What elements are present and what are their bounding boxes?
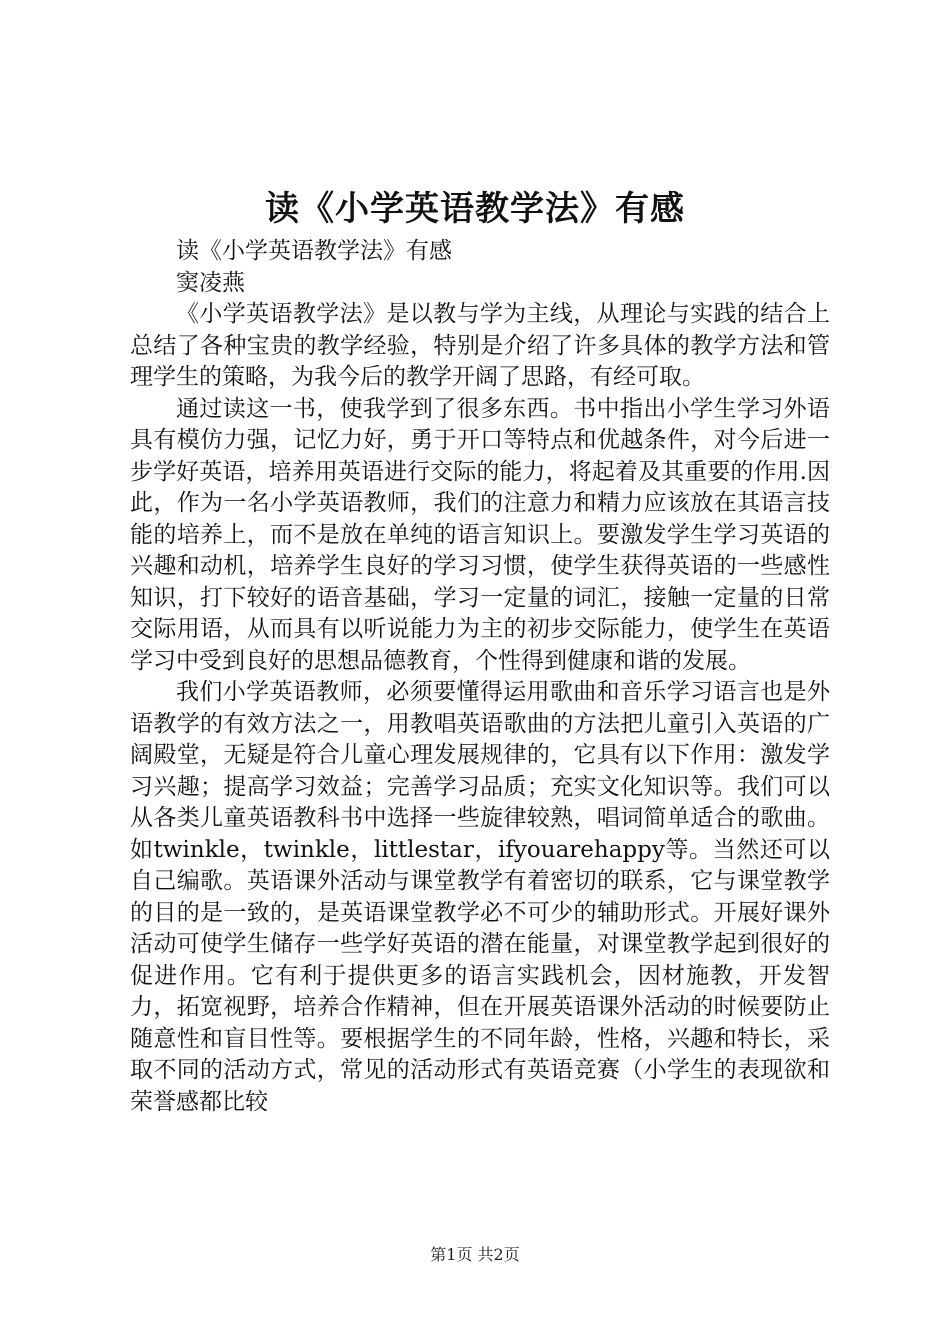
document-title: 读《小学英语教学法》有感	[265, 189, 685, 229]
document-author: 窦凌燕	[176, 269, 245, 296]
document-subtitle: 读《小学英语教学法》有感	[176, 238, 452, 264]
paragraph-2: 通过读这一书，使我学到了很多东西。书中指出小学生学习外语具有模仿力强，记忆力好，勇于开口等特点和优越条件，对今后进一步学好英语，培养用英语进行交际的能力，将起着及其重要的作用.因此，作为一名小学英语教师，我们的注意力和精力应该放在其语言技能的培养上，而不是放在单纯的语言知识上。要激发学生学习英语的兴趣和动机，培养学生良好的学习习惯，使学生获得英语的一些感性知识，打下较好的语音基础，学习一定量的词汇，接触一定量的日常交际用语，从而具有以听说能力为主的初步交际能力，使学生在英语学习中受到良好的思想品德教育，个性得到健康和谐的发展。	[130, 395, 830, 674]
paragraph-3: 我们小学英语教师，必须要懂得运用歌曲和音乐学习语言也是外语教学的有效方法之一，用教唱英语歌曲的方法把儿童引入英语的广阔殿堂，无疑是符合儿童心理发展规律的，它具有以下作用：激发学习兴趣；提高学习效益；完善学习品质；充实文化知识等。我们可以从各类儿童英语教科书中选择一些旋律较熟，唱词简单适合的歌曲。如twinkle，twinkle，littlestar，ifyouarehappy等。当然还可以自己编歌。英语课外活动与课堂教学有着密切的联系，它与课堂教学的目的是一致的，是英语课堂教学必不可少的辅助形式。开展好课外活动可使学生储存一些学好英语的潜在能量，对课堂教学起到很好的促进作用。它有利于提供更多的语言实践机会，因材施教，开发智力，拓宽视野，培养合作精神，但在开展英语课外活动的时候要防止随意性和盲目性等。要根据学生的不同年龄，性格，兴趣和特长，采取不同的活动方式，常见的活动形式有英语竞赛（小学生的表现欲和荣誉感都比较	[130, 679, 830, 1115]
document-body	[130, 236, 830, 1118]
paragraph-1: 《小学英语教学法》是以教与学为主线，从理论与实践的结合上总结了各种宝贵的教学经验，特别是介绍了许多具体的教学方法和管理学生的策略，为我今后的教学开阔了思路，有经可取。	[130, 301, 830, 390]
page-indicator: 第1页 共2页	[430, 1245, 520, 1264]
